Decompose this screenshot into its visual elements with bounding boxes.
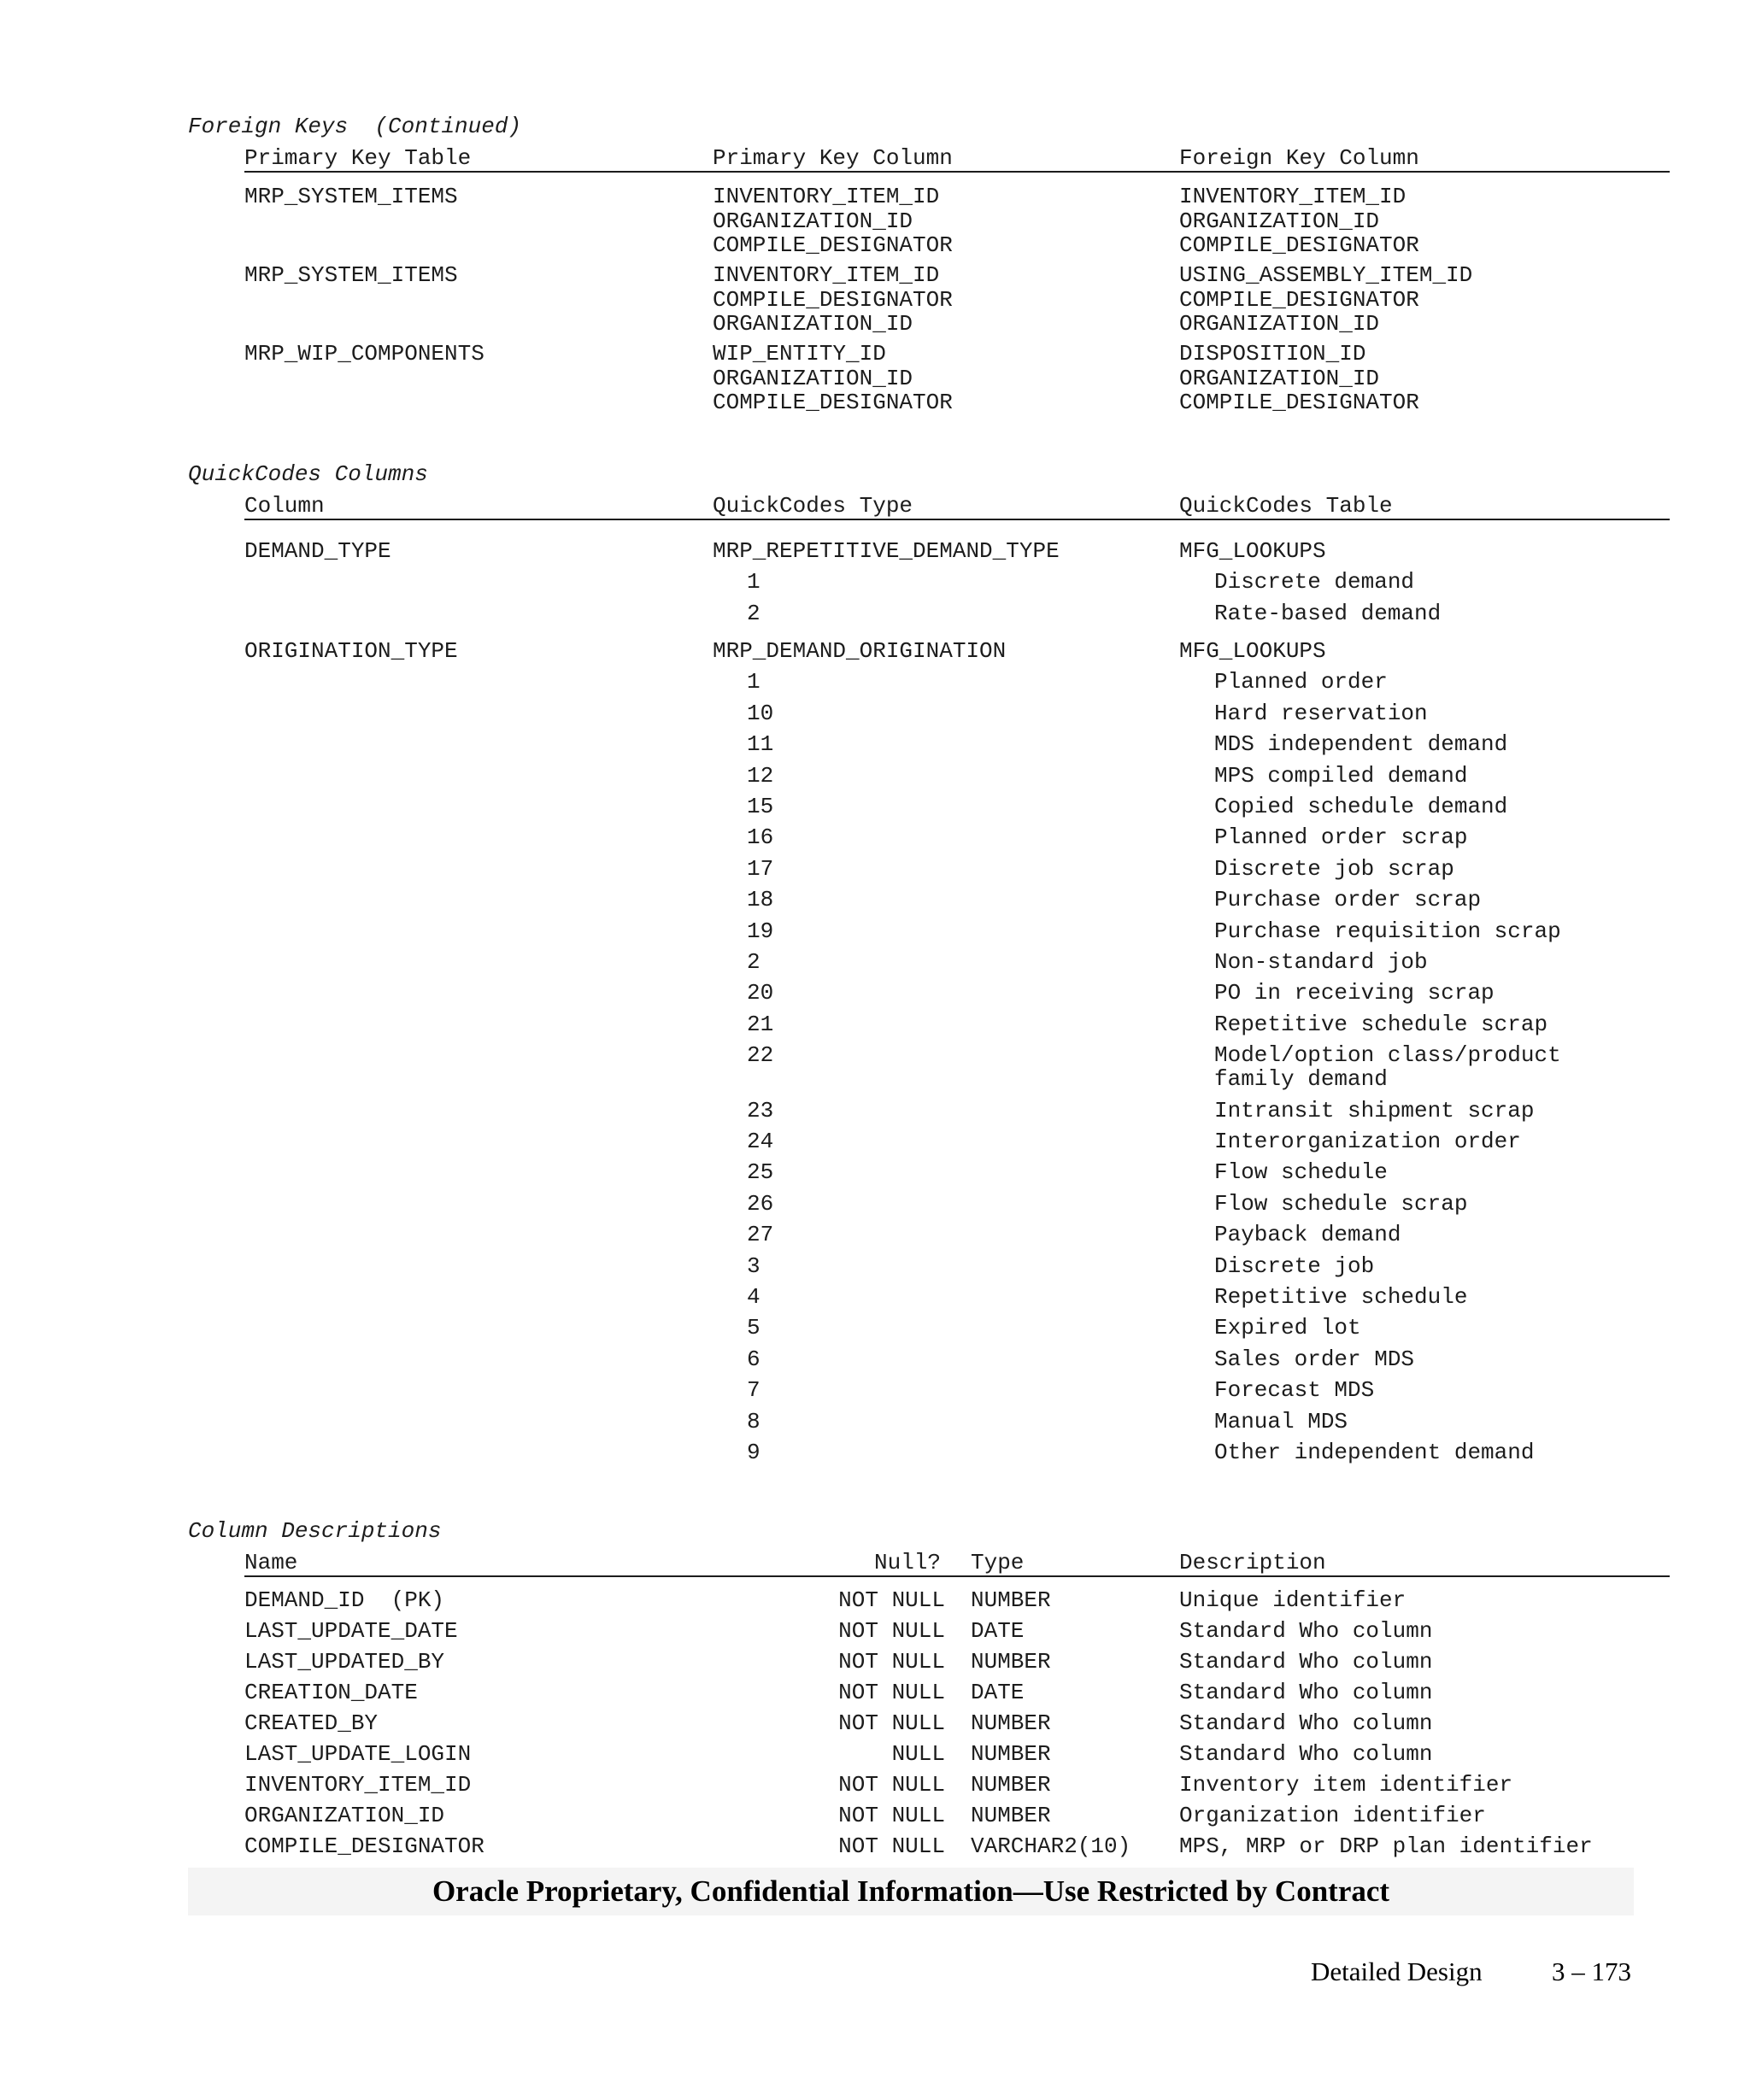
qc-column-name: ORIGINATION_TYPE	[244, 638, 458, 664]
qc-code-meaning: Intransit shipment scrap	[1214, 1097, 1535, 1123]
qc-code-meaning: Copied schedule demand	[1214, 794, 1508, 819]
cd-row-name: LAST_UPDATE_DATE	[244, 1618, 458, 1644]
cd-row-null: NULL	[891, 1741, 945, 1767]
qc-code-value: 16	[747, 824, 774, 851]
fk-row-fk-column: INVENTORY_ITEM_ID	[1179, 184, 1406, 209]
qc-code-value: 27	[747, 1222, 774, 1248]
qc-header-table: QuickCodes Table	[1179, 493, 1393, 519]
cd-row-null: NOT NULL	[838, 1587, 945, 1613]
fk-row-fk-column: DISPOSITION_ID	[1179, 341, 1366, 367]
fk-row-pk-column: COMPILE_DESIGNATOR	[713, 390, 953, 415]
confidential-notice: Oracle Proprietary, Confidential Information––Use Restricted by Contract	[432, 1874, 1390, 1908]
cd-row-null: NOT NULL	[838, 1803, 945, 1828]
cd-row-description: Inventory item identifier	[1179, 1772, 1513, 1798]
column-descriptions-title: Column Descriptions	[188, 1518, 442, 1544]
cd-row-description: Standard Who column	[1179, 1649, 1433, 1675]
fk-row-fk-column: COMPILE_DESIGNATOR	[1179, 232, 1419, 258]
qc-code-value: 2	[747, 949, 760, 975]
cd-row-type: DATE	[971, 1680, 1025, 1705]
cd-header-name: Name	[244, 1550, 298, 1575]
qc-type-name: MRP_REPETITIVE_DEMAND_TYPE	[713, 538, 1060, 564]
cd-row-name: CREATED_BY	[244, 1710, 379, 1736]
cd-row-type: VARCHAR2(10)	[971, 1833, 1131, 1859]
cd-row-null: NOT NULL	[838, 1649, 945, 1675]
qc-code-meaning: Purchase order scrap	[1214, 887, 1482, 913]
cd-row-type: NUMBER	[971, 1587, 1051, 1613]
qc-code-meaning: Sales order MDS	[1214, 1346, 1415, 1372]
cd-row-name: LAST_UPDATE_LOGIN	[244, 1741, 472, 1767]
qc-code-meaning: Expired lot	[1214, 1315, 1361, 1341]
qc-code-meaning: Purchase requisition scrap	[1214, 918, 1561, 944]
cd-row-null: NOT NULL	[838, 1833, 945, 1859]
qc-type-name: MRP_DEMAND_ORIGINATION	[713, 638, 1007, 664]
fk-row-pk-column: INVENTORY_ITEM_ID	[713, 184, 940, 209]
fk-header-pk-column: Primary Key Column	[713, 145, 953, 171]
qc-code-meaning: MPS compiled demand	[1214, 762, 1468, 789]
qc-code-meaning: Planned order scrap	[1214, 824, 1468, 851]
cd-row-type: DATE	[971, 1618, 1025, 1644]
qc-code-meaning: Other independent demand	[1214, 1440, 1535, 1465]
qc-code-value: 8	[747, 1408, 760, 1434]
qc-code-meaning: Discrete job scrap	[1214, 855, 1454, 882]
fk-row-fk-column: ORGANIZATION_ID	[1179, 311, 1380, 337]
cd-row-name: LAST_UPDATED_BY	[244, 1649, 445, 1675]
cd-row-description: MPS, MRP or DRP plan identifier	[1179, 1833, 1593, 1859]
fk-row-pk-column: ORGANIZATION_ID	[713, 311, 913, 337]
qc-code-meaning: Payback demand	[1214, 1222, 1401, 1248]
foreign-keys-title: Foreign Keys (Continued)	[188, 114, 522, 139]
qc-code-value: 10	[747, 700, 774, 726]
qc-code-meaning: Forecast MDS	[1214, 1377, 1375, 1404]
qc-code-value: 9	[747, 1440, 760, 1465]
cd-row-name: ORGANIZATION_ID	[244, 1803, 445, 1828]
qc-code-meaning: Repetitive schedule	[1214, 1284, 1468, 1310]
cd-row-description: Standard Who column	[1179, 1680, 1433, 1705]
cd-row-name: CREATION_DATE	[244, 1680, 418, 1705]
cd-row-description: Standard Who column	[1179, 1618, 1433, 1644]
cd-row-type: NUMBER	[971, 1772, 1051, 1798]
fk-row-pk-column: WIP_ENTITY_ID	[713, 341, 886, 367]
cd-row-type: NUMBER	[971, 1649, 1051, 1675]
fk-row-pk-column: ORGANIZATION_ID	[713, 365, 913, 391]
page-number: 3 – 173	[1552, 1956, 1631, 1986]
fk-row-fk-column: COMPILE_DESIGNATOR	[1179, 390, 1419, 415]
qc-code-meaning: Discrete job	[1214, 1252, 1375, 1279]
qc-code-value: 2	[747, 600, 760, 626]
qc-code-value: 22	[747, 1042, 774, 1069]
fk-header-rule	[244, 171, 1670, 173]
fk-row-pk-column: INVENTORY_ITEM_ID	[713, 262, 940, 288]
fk-row-pk-column: ORGANIZATION_ID	[713, 208, 913, 234]
qc-code-value: 1	[747, 569, 760, 595]
cd-row-name: DEMAND_ID (PK)	[244, 1587, 445, 1613]
qc-code-value: 7	[747, 1377, 760, 1404]
fk-row-fk-column: USING_ASSEMBLY_ITEM_ID	[1179, 262, 1473, 288]
cd-row-null: NOT NULL	[838, 1710, 945, 1736]
fk-row-table: MRP_SYSTEM_ITEMS	[244, 262, 458, 288]
qc-code-meaning: Rate-based demand	[1214, 600, 1442, 626]
qc-code-meaning: Interorganization order	[1214, 1129, 1521, 1154]
qc-code-value: 12	[747, 762, 774, 789]
cd-row-name: COMPILE_DESIGNATOR	[244, 1833, 484, 1859]
qc-code-meaning: MDS independent demand	[1214, 731, 1508, 758]
fk-row-pk-column: COMPILE_DESIGNATOR	[713, 232, 953, 258]
cd-header-description: Description	[1179, 1550, 1326, 1575]
cd-row-description: Standard Who column	[1179, 1741, 1433, 1767]
qc-code-meaning: Flow schedule scrap	[1214, 1190, 1468, 1217]
fk-row-table: MRP_WIP_COMPONENTS	[244, 341, 484, 367]
cd-row-null: NOT NULL	[838, 1680, 945, 1705]
qc-header-column: Column	[244, 493, 325, 519]
qc-code-value: 26	[747, 1190, 774, 1217]
qc-code-value: 20	[747, 980, 774, 1006]
fk-row-table: MRP_SYSTEM_ITEMS	[244, 184, 458, 209]
qc-table-name: MFG_LOOKUPS	[1179, 638, 1326, 664]
quickcodes-title: QuickCodes Columns	[188, 461, 428, 487]
qc-code-meaning: Model/option class/product family demand	[1214, 1042, 1561, 1093]
qc-code-value: 25	[747, 1159, 774, 1186]
cd-row-null: NOT NULL	[838, 1772, 945, 1798]
cd-row-type: NUMBER	[971, 1803, 1051, 1828]
qc-code-meaning: Flow schedule	[1214, 1159, 1388, 1186]
cd-row-type: NUMBER	[971, 1741, 1051, 1767]
qc-code-value: 6	[747, 1346, 760, 1372]
fk-row-fk-column: ORGANIZATION_ID	[1179, 365, 1380, 391]
qc-header-type: QuickCodes Type	[713, 493, 913, 519]
qc-code-meaning: Discrete demand	[1214, 569, 1415, 595]
qc-code-value: 17	[747, 855, 774, 882]
fk-row-pk-column: COMPILE_DESIGNATOR	[713, 286, 953, 313]
fk-header-fk-column: Foreign Key Column	[1179, 145, 1419, 171]
qc-header-rule	[244, 519, 1670, 520]
fk-header-pk-table: Primary Key Table	[244, 145, 472, 171]
cd-header-rule	[244, 1575, 1670, 1577]
fk-row-fk-column: COMPILE_DESIGNATOR	[1179, 286, 1419, 313]
qc-code-value: 15	[747, 794, 774, 819]
cd-row-type: NUMBER	[971, 1710, 1051, 1736]
cd-row-description: Unique identifier	[1179, 1587, 1406, 1613]
qc-code-value: 4	[747, 1284, 760, 1310]
qc-code-value: 24	[747, 1129, 774, 1154]
cd-row-null: NOT NULL	[838, 1618, 945, 1644]
qc-code-meaning: PO in receiving scrap	[1214, 980, 1495, 1006]
chapter-title: Detailed Design	[1311, 1956, 1483, 1986]
qc-code-meaning: Manual MDS	[1214, 1408, 1348, 1434]
qc-code-value: 5	[747, 1315, 760, 1341]
cd-header-null: Null?	[874, 1550, 942, 1575]
qc-column-name: DEMAND_TYPE	[244, 538, 391, 564]
qc-code-meaning: Hard reservation	[1214, 700, 1428, 726]
qc-code-value: 1	[747, 669, 760, 695]
cd-row-description: Standard Who column	[1179, 1710, 1433, 1736]
fk-row-fk-column: ORGANIZATION_ID	[1179, 208, 1380, 234]
qc-code-meaning: Non-standard job	[1214, 949, 1428, 975]
cd-header-type: Type	[971, 1550, 1025, 1575]
qc-code-meaning: Repetitive schedule scrap	[1214, 1011, 1548, 1037]
qc-code-value: 3	[747, 1252, 760, 1279]
qc-code-value: 19	[747, 918, 774, 944]
qc-table-name: MFG_LOOKUPS	[1179, 538, 1326, 564]
cd-row-name: INVENTORY_ITEM_ID	[244, 1772, 472, 1798]
qc-code-value: 21	[747, 1011, 774, 1037]
qc-code-value: 23	[747, 1097, 774, 1123]
cd-row-description: Organization identifier	[1179, 1803, 1486, 1828]
qc-code-value: 18	[747, 887, 774, 913]
qc-code-meaning: Planned order	[1214, 669, 1388, 695]
qc-code-value: 11	[747, 731, 774, 758]
